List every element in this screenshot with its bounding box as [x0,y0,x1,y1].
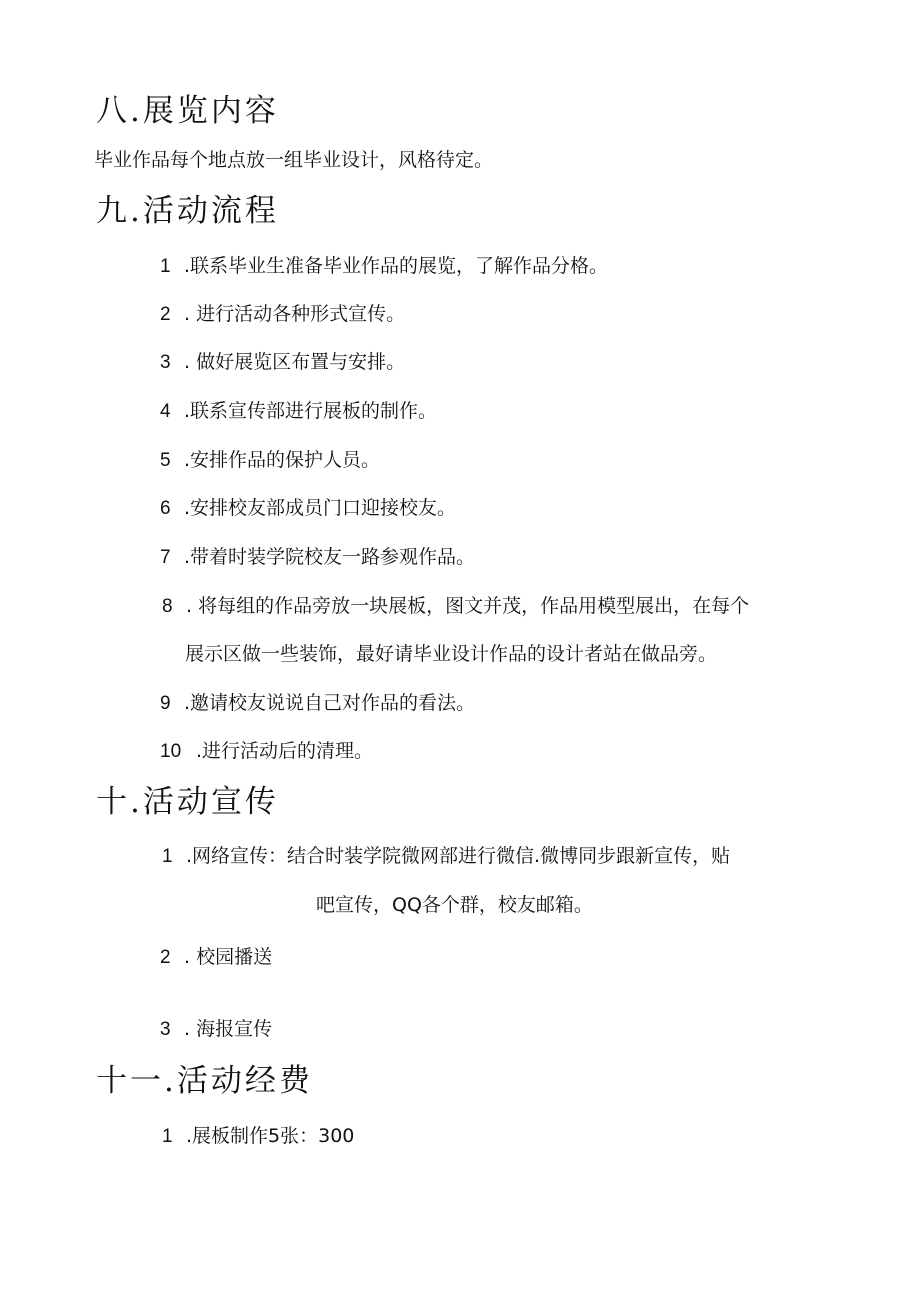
item-text: . 校园播送 [184,946,273,968]
process-item-1 [160,254,608,279]
section-heading-activity-process: 九.活动流程 [96,193,279,229]
promotion-item-1 [162,844,730,869]
item-number: 3 [160,1019,171,1040]
promotion-item-1-continuation: 吧宣传，QQ各个群，校友邮箱。 [316,894,593,916]
item-number: 2 [160,947,171,968]
section-heading-activity-budget: 十一.活动经费 [96,1063,313,1099]
item-text: .联系宣传部进行展板的制作。 [184,400,438,422]
process-item-4 [160,399,437,424]
item-text: .联系毕业生准备毕业作品的展览，了解作品分格。 [184,255,609,277]
process-item-7 [160,545,475,570]
process-item-10 [160,739,373,764]
item-text: .安排校友部成员门口迎接校友。 [184,497,457,519]
item-text: .邀请校友说说自己对作品的看法。 [184,692,476,714]
item-number: 8 [162,596,173,617]
item-number: 1 [162,1126,173,1147]
process-item-9 [160,691,475,716]
item-number: 2 [160,304,171,325]
process-item-2 [160,302,405,327]
budget-item-1 [162,1124,354,1149]
process-item-6 [160,496,456,521]
promotion-item-2 [160,945,272,970]
process-item-8-continuation: 展示区做一些装饰，最好请毕业设计作品的设计者站在做品旁。 [185,643,718,665]
item-number: 10 [160,741,182,762]
item-text: . 做好展览区布置与安排。 [184,351,406,373]
section-heading-exhibition-content: 八.展览内容 [96,93,279,129]
section-heading-activity-promotion: 十.活动宣传 [96,784,279,820]
item-number: 4 [160,401,171,422]
item-number: 1 [160,256,171,277]
process-item-5 [160,448,380,473]
item-number: 5 [160,450,171,471]
item-number: 3 [160,352,171,373]
item-text: .安排作品的保护人员。 [184,449,381,471]
exhibition-content-body: 毕业作品每个地点放一组毕业设计，风格待定。 [94,149,494,171]
promotion-item-3 [160,1017,272,1042]
item-text: . 海报宣传 [184,1018,273,1040]
item-text: .带着时装学院校友一路参观作品。 [184,546,476,568]
item-number: 1 [162,846,173,867]
item-number: 9 [160,693,171,714]
item-text: .进行活动后的清理。 [196,740,374,762]
process-item-8 [162,594,749,619]
process-item-3 [160,350,405,375]
item-text: .展板制作5张：300 [186,1125,355,1147]
item-text: . 将每组的作品旁放一块展板，图文并茂，作品用模型展出，在每个 [186,595,750,617]
item-number: 7 [160,547,171,568]
item-number: 6 [160,498,171,519]
item-text: . 进行活动各种形式宣传。 [184,303,406,325]
item-text: .网络宣传：结合时装学院微网部进行微信.微博同步跟新宣传，贴 [186,845,731,867]
